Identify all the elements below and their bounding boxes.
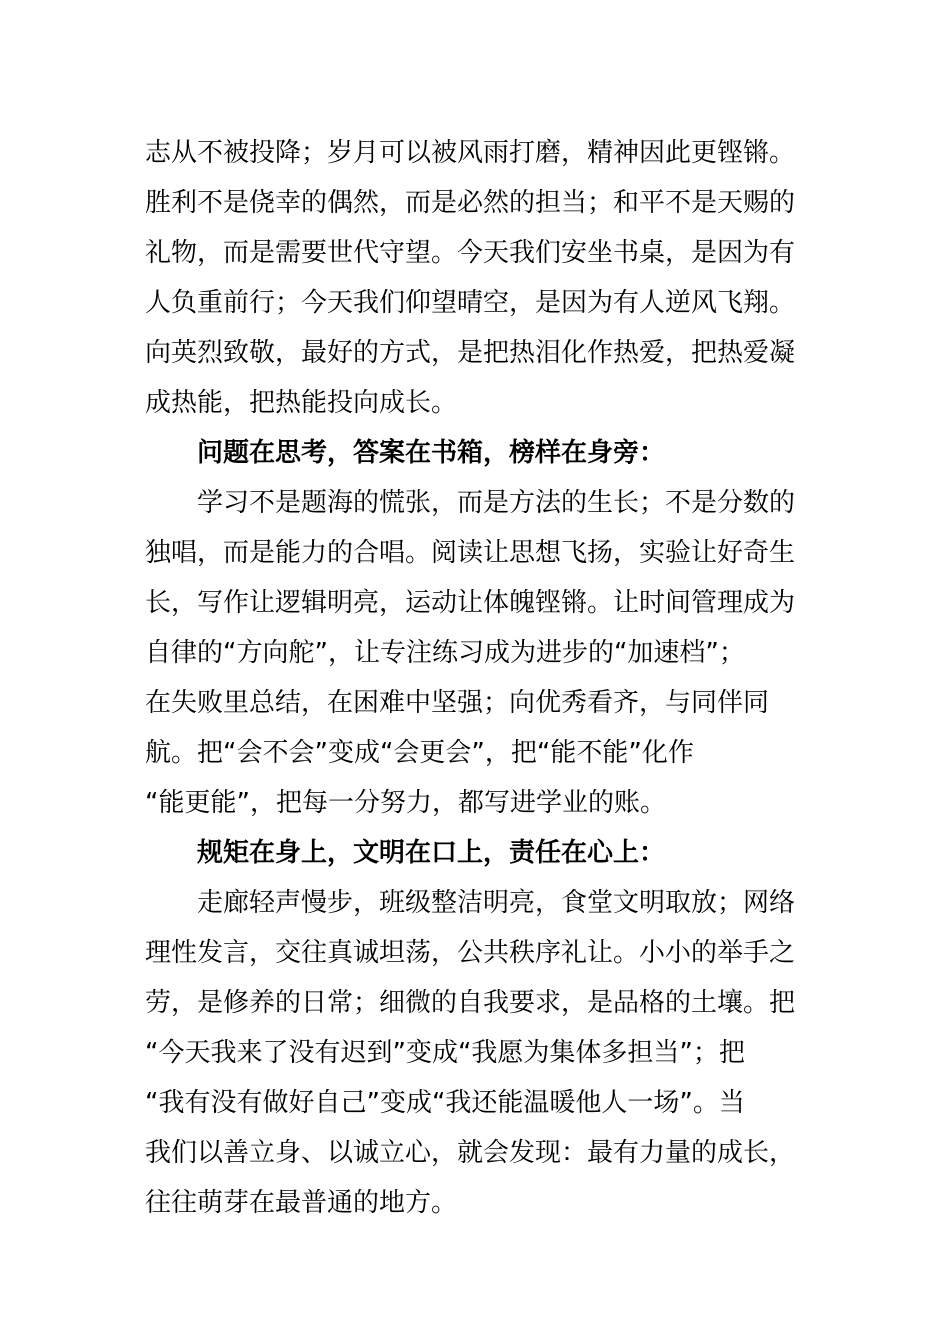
text-line: 理性发言，交往真诚坦荡，公共秩序礼让。小小的举手之 [145, 938, 796, 968]
document-body [145, 128, 795, 1228]
text-line: 劳，是修养的日常；细微的自我要求，是品格的土壤。把 [145, 988, 796, 1018]
text-line: “能更能”，把每一分努力，都写进学业的账。 [145, 788, 666, 818]
text-line: “我有没有做好自己”变成“我还能温暖他人一场”。当 [145, 1088, 745, 1118]
text-line: 成热能，把热能投向成长。 [145, 388, 458, 418]
text-line: 走廊轻声慢步，班级整洁明亮，食堂文明取放；网络 [197, 888, 796, 918]
text-line: 礼物，而是需要世代守望。今天我们安坐书桌，是因为有 [145, 238, 796, 268]
text-line: 航。把“会不会”变成“会更会”，把“能不能”化作 [145, 738, 694, 768]
text-line: 向英烈致敬，最好的方式，是把热泪化作热爱，把热爱凝 [145, 338, 796, 368]
text-line: 长，写作让逻辑明亮，运动让体魄铿锵。让时间管理成为 [145, 588, 796, 618]
text-line: 自律的“方向舵”，让专注练习成为进步的“加速档”； [145, 638, 745, 668]
paragraph-study [145, 478, 795, 828]
text-line: 志从不被投降；岁月可以被风雨打磨，精神因此更铿锵。 [145, 138, 796, 168]
text-line: 胜利不是侥幸的偶然，而是必然的担当；和平不是天赐的 [145, 188, 796, 218]
text-line: 在失败里总结，在困难中坚强；向优秀看齐，与同伴同 [145, 688, 770, 718]
section-heading-study: 问题在思考，答案在书箱，榜样在身旁： [197, 438, 666, 468]
text-line: 独唱，而是能力的合唱。阅读让思想飞扬，实验让好奇生 [145, 538, 796, 568]
paragraph-tribute [145, 128, 795, 428]
text-line: 往往萌芽在最普通的地方。 [145, 1188, 458, 1218]
text-line: 人负重前行；今天我们仰望晴空，是因为有人逆风飞翔。 [145, 288, 796, 318]
text-line: 我们以善立身、以诚立心，就会发现：最有力量的成长， [145, 1138, 796, 1168]
section-heading-conduct: 规矩在身上，文明在口上，责任在心上： [197, 838, 666, 868]
text-line: 学习不是题海的慌张，而是方法的生长；不是分数的 [197, 488, 796, 518]
paragraph-conduct [145, 878, 795, 1228]
text-line: “今天我来了没有迟到”变成“我愿为集体多担当”；把 [145, 1038, 745, 1068]
